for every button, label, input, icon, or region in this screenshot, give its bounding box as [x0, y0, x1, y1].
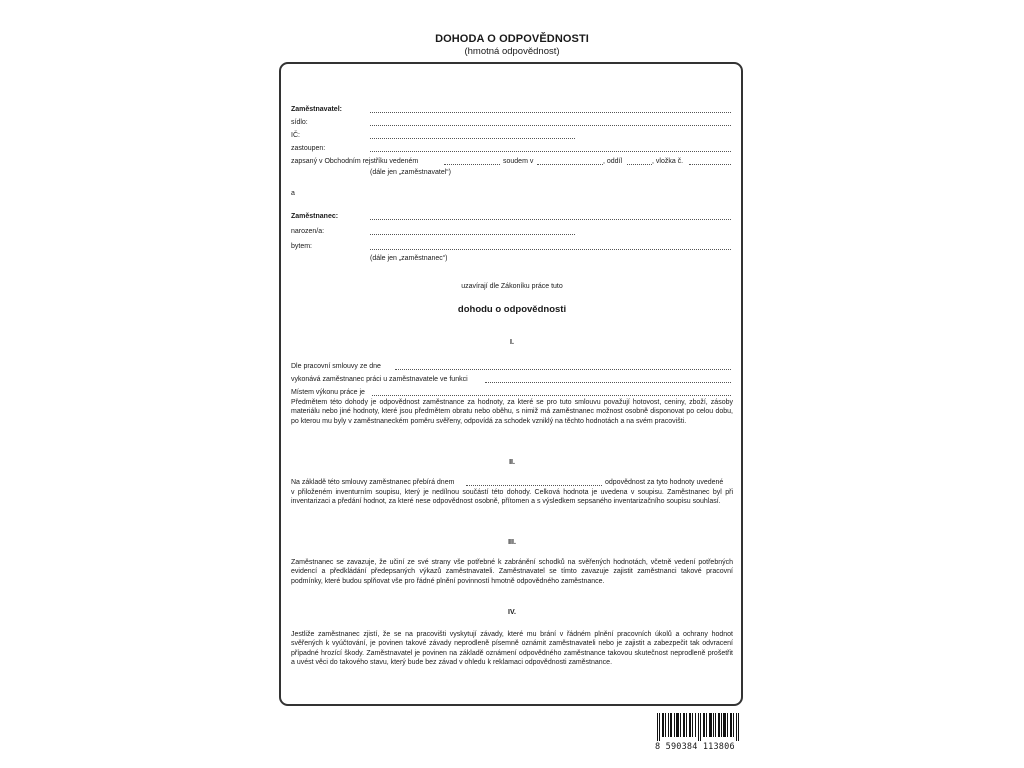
position-field[interactable] [485, 382, 731, 383]
registry-section-label: , oddíl [603, 158, 623, 165]
employee-born-field[interactable] [370, 234, 575, 235]
employee-born-label: narozen/a: [291, 228, 325, 235]
document-title: DOHODA O ODPOVĚDNOSTI [435, 33, 589, 45]
registry-section-field[interactable] [627, 164, 652, 165]
section-1-line2-label: vykonává zaměstnanec práci u zaměstnavatele ve funkci [291, 376, 468, 383]
employer-seat-label: sídlo: [291, 119, 308, 126]
employee-name-field[interactable] [370, 219, 731, 220]
employer-alias: (dále jen „zaměstnavatel“) [370, 169, 451, 176]
conjunction: a [291, 190, 295, 197]
section-4-text: Jestliže zaměstnanec zjistí, že se na pracovišti vyskytují závady, které mu brání v řádném plnění pracovních úkolů a ochrany hodnot svěřených k vyúčtování, je povinen takové závady neprodleně písemně oznámit zaměstnavateli nebo je zajistit a zabezpečit tak odvracení případné hrozící škody. Zaměstnavatel je povinen na základě oznámení odpovědného zaměstnance takovou skutečnost neprodleně prošetřit a uvést věci do takového stavu, který bude bez závad v ohledu k reklamaci odpovědnosti zaměstnance. [291, 631, 733, 666]
registry-court-label: soudem v [503, 158, 534, 165]
employee-label: Zaměstnanec: [291, 213, 339, 220]
section-1-numeral: I. [510, 339, 514, 346]
registry-court-field[interactable] [537, 164, 603, 165]
employer-label: Zaměstnavatel: [291, 106, 342, 113]
registry-insert-field[interactable] [689, 164, 731, 165]
employer-ic-label: IČ: [291, 132, 300, 139]
barcode-number: 8 590384 113806 [655, 742, 735, 752]
employer-seat-field[interactable] [370, 125, 731, 126]
employee-alias: (dále jen „zaměstnanec“) [370, 255, 448, 262]
section-2-line-end: odpovědnost za tyto hodnoty uvedené [605, 479, 724, 486]
employer-name-field[interactable] [370, 112, 731, 113]
section-3-text: Zaměstnanec se zavazuje, že učiní ze své strany vše potřebné k zabránění schodků na svěřených hodnotách, včetně vedení potřebných evidencí a předkládání předepsaných výkazů zaměstnavateli. Zaměstnavatel se tímto zavazuje zajistit zaměstnanci takové pracovní podmínky, které budou splňovat vše pro řádné plnění povinností hmotně odpovědného zaměstnance. [291, 559, 733, 585]
document-subtitle: (hmotná odpovědnost) [464, 46, 560, 57]
section-2-numeral: II. [509, 459, 515, 466]
barcode-icon [657, 713, 741, 741]
main-heading: dohodu o odpovědnosti [457, 304, 567, 315]
registry-insert-label: , vložka č. [652, 158, 684, 165]
section-2-text: v přiloženém inventurním soupisu, který je nedílnou součástí této dohody. Celková hodnota je uvedena v soupisu. Zaměstnanec byl při inventarizaci a předání hodnot, za které nese odpovědnost osobně, přítomen a s výsledkem sepsaného inventarizačního soupisu souhlasí. [291, 489, 733, 506]
employer-represented-label: zastoupen: [291, 145, 326, 152]
workplace-field[interactable] [372, 395, 731, 396]
section-3-numeral: III. [508, 539, 516, 546]
registry-date-field[interactable] [444, 164, 500, 165]
employee-residence-field[interactable] [370, 249, 731, 250]
section-4-numeral: IV. [508, 609, 516, 616]
employer-ic-field[interactable] [370, 138, 575, 139]
section-1-line3-label: Místem výkonu práce je [291, 389, 365, 396]
handover-date-field[interactable] [466, 485, 602, 486]
contract-date-field[interactable] [395, 369, 731, 370]
section-2-line-start: Na základě této smlouvy zaměstnanec přebírá dnem [291, 479, 455, 486]
employee-residence-label: bytem: [291, 243, 313, 250]
employer-represented-field[interactable] [370, 151, 731, 152]
section-1-text: Předmětem této dohody je odpovědnost zaměstnance za hodnoty, za které se pro tuto smlouvu považují hotovost, ceniny, zboží, zásoby materiálu nebo jiné hodnoty, které jsou předmětem obratu nebo oběhu, s nimiž má zaměstnanec možnost osobně disponovat po celou dobu, po kterou mu byly v zaměstnaneckém poměru svěřeny, odpovídá za schodek vzniklý na těchto hodnotách a na svém pracovišti. [291, 399, 733, 425]
registry-prefix: zapsaný v Obchodním rejstříku vedeném [291, 158, 419, 165]
section-1-line1-label: Dle pracovní smlouvy ze dne [291, 363, 381, 370]
intro-text: uzavírají dle Zákoníku práce tuto [461, 283, 563, 290]
